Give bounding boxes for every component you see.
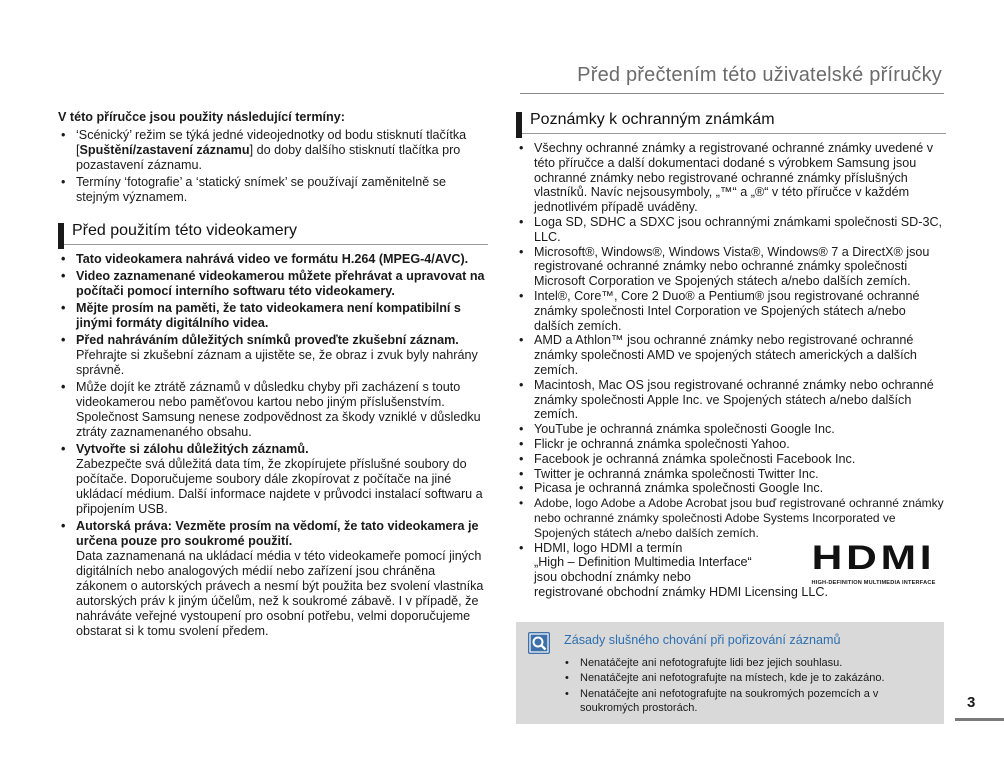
trademark-list [516, 141, 946, 600]
heading-bar [58, 223, 64, 249]
hdmi-logo [801, 538, 946, 591]
list-item: • Autorská práva: Vezměte prosím na vědomí, že tato videokamera je určena pouze pro soukromé použití. Data zaznamenaná na ukládací média v této videokameře pomocí jiných digitálních nebo analogových médií nebo zařízení jsou chráněna zákonem o autorských právech a nesmí být použita bez svolení vlastníka autorských práv k jiným účelům, než k soukromé zábavě. I v případě, že nahráváte veřejné vystoupení pro osobní potřebu, velmi doporučujeme obstarat si k tomu svolení předem. [58, 519, 488, 639]
tip-list [562, 656, 934, 717]
hdmi-logo-text: HDMI [811, 538, 936, 577]
list-item: • Flickr je ochranná známka společnosti Yahoo. [516, 437, 946, 452]
hdmi-logo-tagline: HIGH-DEFINITION MULTIMEDIA INTERFACE [811, 579, 936, 586]
list-item: • Picasa je ochranná známka společnosti Google Inc. [516, 481, 946, 496]
list-item: • Nenatáčejte ani nefotografujte na místech, kde je to zakázáno. [562, 671, 934, 685]
tip-box [516, 622, 944, 724]
list-item: • Může dojít ke ztrátě záznamů v důsledku chyby při zacházení s touto videokamerou nebo paměťovou kartou nebo jiným příslušenstvím. Společnost Samsung nenese zodpovědnost za škody vzniklé v důsledku ztráty zaznamenaného obsahu. [58, 380, 488, 440]
section-heading-trademarks: Poznámky k ochranným známkám [516, 110, 946, 134]
title-divider [520, 93, 944, 94]
terms-list [58, 128, 488, 205]
list-item: • AMD a Athlon™ jsou ochranné známky nebo registrované ochranné známky společnosti AMD ve spojených státech amerických a dalších zemích. [516, 333, 946, 377]
list-item: • Tato videokamera nahrává video ve formátu H.264 (MPEG-4/AVC). [58, 252, 488, 267]
left-column [58, 110, 488, 641]
list-item: • Nenatáčejte ani nefotografujte lidi bez jejich souhlasu. [562, 656, 934, 670]
page-number: 3 [967, 694, 976, 711]
tip-title: Zásady slušného chování při pořizování záznamů [564, 633, 841, 647]
list-item: • Microsoft®, Windows®, Windows Vista®, Windows® 7 a DirectX® jsou registrované ochranné známky nebo ochranné známky společnosti Microsoft Corporation ve Spojených státech a/nebo dalších zemích. [516, 245, 946, 289]
section-heading-before-use: Před použitím této videokamery [58, 221, 488, 245]
list-item: • Video zaznamenané videokamerou můžete přehrávat a upravovat na počítači pomocí interního softwaru této videokamery. [58, 269, 488, 299]
list-item: • Termíny ‘fotografie’ a ‘statický snímek’ se používají zaměnitelně se stejným významem. [58, 175, 488, 205]
list-item: • Facebook je ochranná známka společnosti Facebook Inc. [516, 452, 946, 467]
heading-bar [516, 112, 522, 138]
list-item: • Všechny ochranné známky a registrované ochranné známky uvedené v této příručce a další dokumentaci dodané s výrobkem Samsung jsou ochranné známky nebo registrované ochranné známky příslušných vlastníků. Navíc nejsousymboly, „™“ a „®“ v této příručce v každém jednotlivém případě uváděny. [516, 141, 946, 215]
list-item: • Před nahráváním důležitých snímků proveďte zkušební záznam. Přehrajte si zkušební záznam a ujistěte se, že obraz i zvuk byly nahrány správně. [58, 333, 488, 378]
list-item-hdmi: • HDMI, logo HDMI a termín „High – Definition Multimedia Interface“ jsou obchodní známky nebo registrované obchodní známky HDMI Licensing LLC. HDMI HIGH-DEFINITION MULTIMEDIA INTERFACE [516, 541, 946, 600]
list-item: • Nenatáčejte ani nefotografujte na soukromých pozemcích a v soukromých prostorách. [562, 687, 934, 716]
list-item: • Macintosh, Mac OS jsou registrované ochranné známky nebo ochranné známky společnosti Apple Inc. ve Spojených státech a/nebo dalších zemích. [516, 378, 946, 422]
list-item: • Vytvořte si zálohu důležitých záznamů. Zabezpečte svá důležitá data tím, že zkopírujete příslušné soubory do počítače. Doporučujeme soubory dále zkopírovat z počítače na jiné ukládací médium. Další informace najdete v průvodci instalací softwaru a připojením USB. [58, 442, 488, 517]
list-item: • Intel®, Core™, Core 2 Duo® a Pentium® jsou registrované ochranné známky společnosti Intel Corporation ve Spojených státech a/nebo dalších zemích. [516, 289, 946, 333]
list-item: • Loga SD, SDHC a SDXC jsou ochrannými známkami společnosti SD-3C, LLC. [516, 215, 946, 245]
list-item: • Adobe, logo Adobe a Adobe Acrobat jsou buď registrované ochranné známky nebo ochranné známky společnosti Adobe Systems Incorporated ve Spojených státech a/nebo dalších zemích. [516, 496, 946, 540]
magnifier-icon [528, 632, 550, 654]
before-use-list [58, 252, 488, 639]
terms-heading: V této příručce jsou použity následující termíny: [58, 110, 345, 124]
list-item: • YouTube je ochranná známka společnosti Google Inc. [516, 422, 946, 437]
page-number-rule [955, 718, 1004, 721]
list-item: • Twitter je ochranná známka společnosti Twitter Inc. [516, 467, 946, 482]
list-item: • Mějte prosím na paměti, že tato videokamera není kompatibilní s jinými formáty digitálního videa. [58, 301, 488, 331]
list-item: • ‘Scénický’ režim se týká jedné videojednotky od bodu stisknutí tlačítka [Spuštění/zastavení záznamu] do doby dalšího stisknutí tlačítka pro pozastavení záznamu. [58, 128, 488, 173]
right-column [516, 110, 946, 600]
page-title: Před přečtením této uživatelské příručky [577, 64, 942, 86]
